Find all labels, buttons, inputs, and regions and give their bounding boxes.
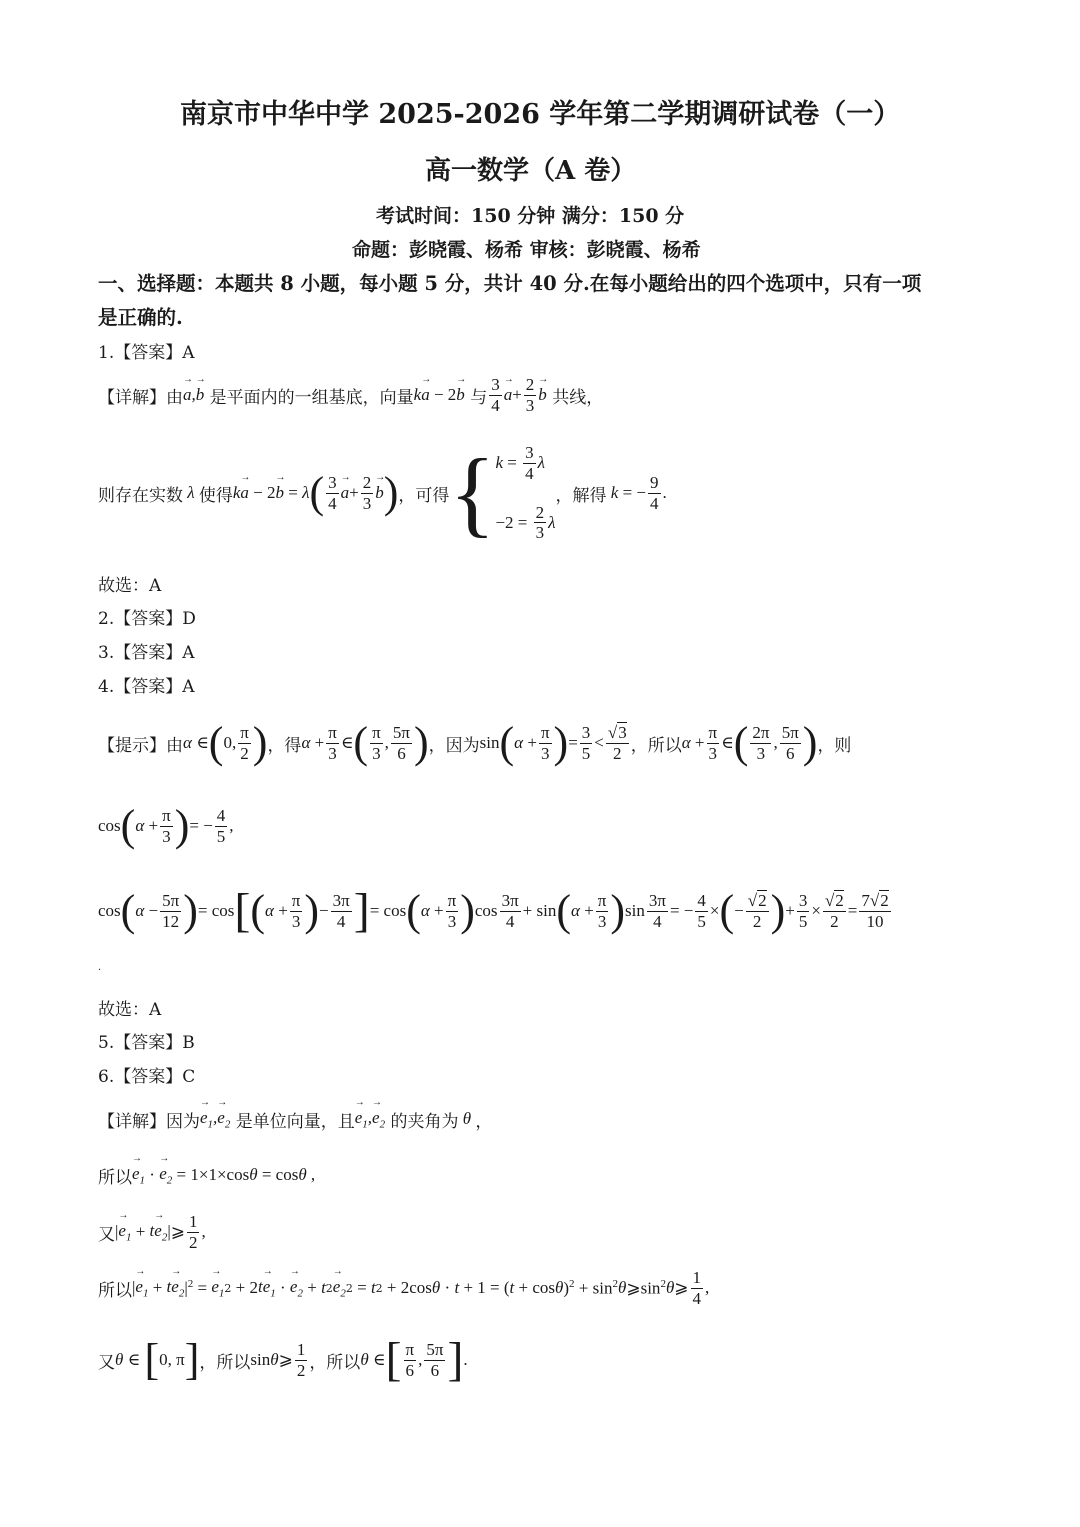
authors: 命题：彭晓霞、杨希 审核：彭晓霞、杨希 [352,239,701,261]
q4-cos-expansion: cos ( α − $\frac{5\pi}{12}$ ) = cos [ ( α + $\frac{\pi}{3}$ ) − $\frac{3\pi}{4}$ ] = cos ( α + $\frac{\pi}{3}$ ) cos $\frac{3\pi}{4}$ + sin ( α + $\frac{\pi}{3}$ ) sin $\frac{3\pi}{4}$ = − $\frac{4}{5}$ × ( − $\frac{√2}{2}$ ) + $\frac{3}{5}$ × $\frac{√2}{2}$ = $\frac{7√2}{10}$ [98,884,889,937]
exam-info: 考试时间：150 分钟 满分：150 分 [376,205,685,227]
q4-cos-line: cos ( α + $\frac{\pi}{3}$ ) = − $\frac{4}{5}$ , [98,801,234,850]
q4-choose: 故选：A [98,1000,162,1020]
q6-dot-product: 所以 → $e_1$ · → $e_2$ = 1×1×cos θ = cos θ , [98,1158,315,1192]
q2-answer: 2.【答案】D [98,609,196,629]
section-heading-cont: 是正确的. [98,306,183,329]
q6-norm-condition: 又 | → $e_1$ + $t\to e_2$ |⩾ $\frac{1}{2}$ , [98,1206,206,1258]
q6-detail: 【详解】因为 → $e_1,\to e_2$ 是单位向量，且 → $e_1,\to e_2$ 的夹角为 θ ， [98,1102,492,1136]
q4-hint: 【提示】由 α ∈ ( 0, $\frac{\pi}{2}$ ) ，得 α + $\frac{\pi}{3}$ ∈ ( $\frac{\pi}{3}$ , $\frac{5\pi}{6}$ ) ，因为 sin ( α + $\frac{\pi}{3}$ ) = $\frac{3}{5}$ < $\frac{√3}{2}$ ，所以 α + $\frac{\pi}{3}$ ∈ ( $\frac{2\pi}{3}$ , $\frac{5\pi}{6}$ ) ，则 [98,718,852,767]
q4-answer: 4.【答案】A [98,677,195,697]
section-heading: 一、选择题：本题共 8 小题，每小题 5 分，共计 40 分.在每小题给出的四个选项中，只有一项 [98,272,922,295]
q1-derivation: 则存在实数 λ 使得 k→ a − 2 → b = λ ( $\frac{3}{4}$ → a + $\frac{2}{3}$ → b ) ，可得 { k = $\frac{3}{4}$ λ −2 = $\frac{2}{3}$ λ ，解得 k = − $\frac{9}{4}$ . [98,438,667,548]
q6-conclusion: 又 θ ∈ [ 0, π ] ，所以 sin θ ⩾ $\frac{1}{2}$ ，所以 θ ∈ [ $\frac{\pi}{6}$ , $\frac{5\pi}{6}$ ] . [98,1333,468,1386]
q3-answer: 3.【答案】A [98,643,195,663]
q6-answer: 6.【答案】C [98,1067,196,1087]
q4-dot: . [98,962,102,973]
q1-detail: 【详解】由 → a,→ b 是平面内的一组基底，向量 k→ a − 2 → b 与 $\frac{3}{4}$ → a + $\frac{2}{3}$ → b 共线， [98,370,603,420]
document-title: 南京市中华中学 2025-2026 学年第二学期调研试卷（一） [180,99,901,130]
q1-choose: 故选：A [98,576,162,596]
q1-answer: 1.【答案】A [98,343,195,363]
q6-norm-expansion: 所以 | → $e_1$ + $t\to e_2$ $|^2$ = → $e_1$ 2 + 2 $t\to e_1$ · → $e_2$ + t 2 → $e_2$ 2 = t 2 + 2cos θ · t + 1 = ( t + cos θ )$^2 + \sin^2$ θ $⩾\sin^2$ θ ⩾ $\frac{1}{4}$ , [98,1262,709,1314]
q5-answer: 5.【答案】B [98,1033,195,1053]
document-subtitle: 高一数学（A 卷） [425,156,637,186]
